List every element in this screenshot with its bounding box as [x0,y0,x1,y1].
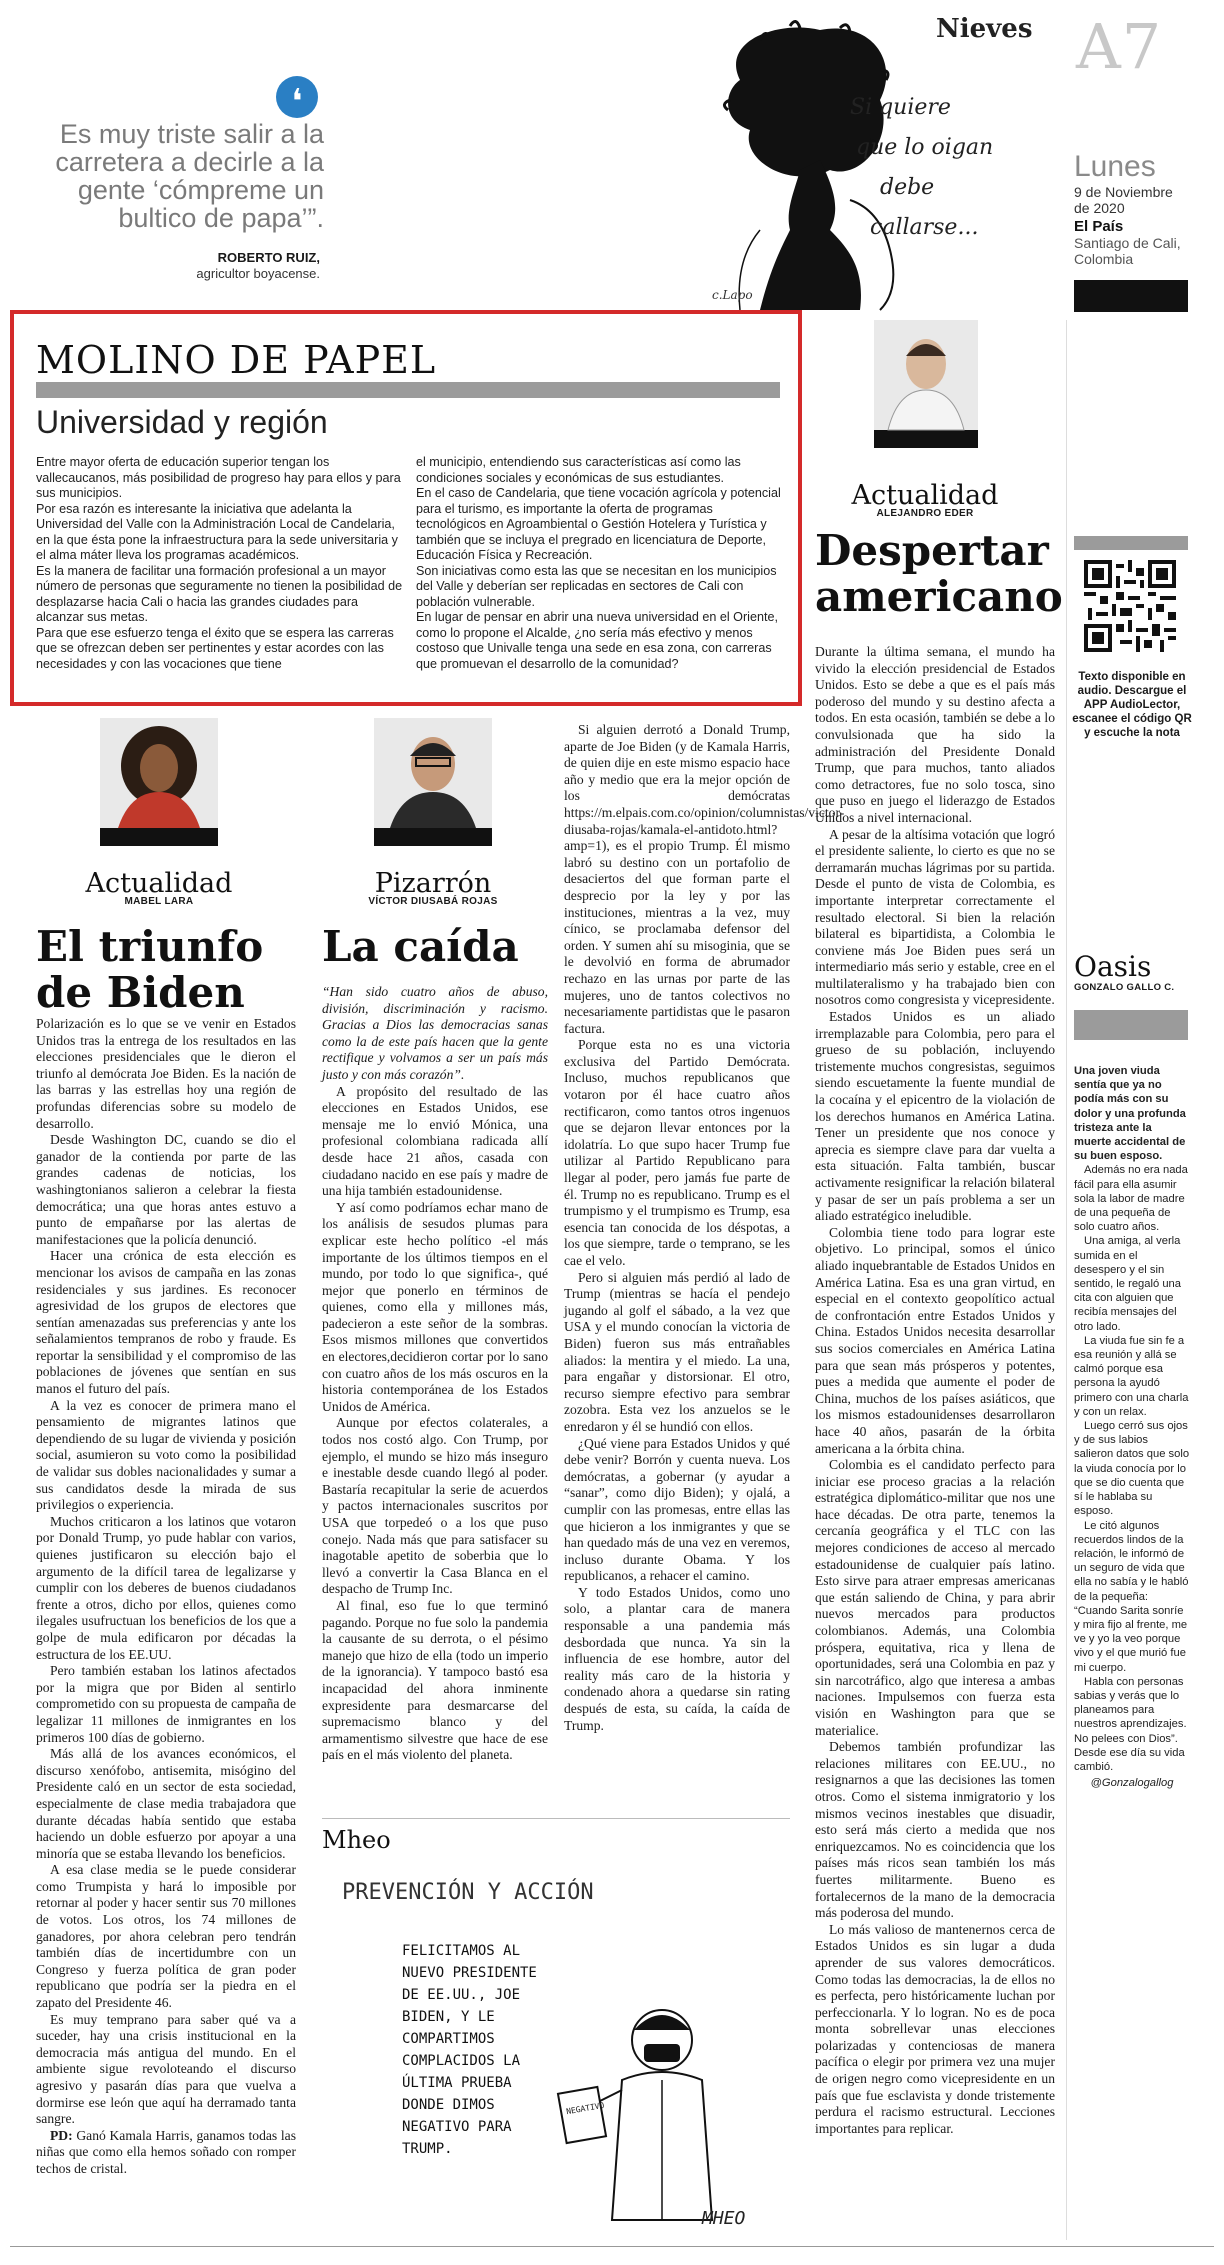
headline-line: de Biden [36,968,245,1017]
author-photo-eder [874,320,978,448]
paragraph: A pesar de la altísima votación que logró el presidente saliente, lo cierto es que no se derramarán muchas lágrimas por su partida. Desde el punto de vista de Colombia, es importante interpretar correctamente el resultado electoral. Si bien la relación bilateral es bipartidista, a Colombia le conviene más Joe Biden pues será un intermediario más serio y estable, cree en el multilateralismo y ha trabajado bien con nosotros como congresista y vicepresidente. [815,826,1055,1008]
portrait-illustration [874,320,978,430]
qr-code-icon[interactable] [1084,560,1176,652]
caption-line: Si quiere [850,95,951,120]
molino-section-title: MOLINO DE PAPEL [36,338,437,382]
headline-line: americano [815,572,1063,621]
paragraph: A propósito del resultado de las elecciones en Estados Unidos, ese mensaje me lo envió Mónica, una profesional colombiana radicada allí desde hace 21 años, casada con ciudadano nacido en ese país y madre de una hija también estadounidense. [322,1083,548,1199]
cartoon-title: PREVENCIÓN Y ACCIÓN [342,1880,594,1905]
paragraph: Debemos también profundizar las relaciones militares con EE.UU., no resignarnos a que las decisiones las tomen otros. Como el sistema inmigratorio y los mismos vecinos inestables que disuadir, esto será más cierto a medida que nos enriquezcamos. No es coincidencia que los países más ricos sean también los más fuertes militarmente. Bueno es fortalecernos de la mano de la democracia más poderosa del mundo. [815,1739,1055,1921]
paragraph: En lugar de pensar en abrir una nueva universidad en el Oriente, como lo propone el Alcalde, ¿no sería más efectivo y menos costoso que Univalle tenga una sede en esa zona, con carreras que promuevan el desarrollo de la comunidad? [416,610,778,671]
rojas-lead: “Han sido cuatro años de abuso, división, discriminación y racismo. Gracias a Dios las democracias sanas como la de este país hacen que la gente rectifique y volvamos a ser un país más justo y con más corazón”. [322,984,548,1082]
paragraph: Lo más valioso de mantenernos cerca de Estados Unidos es sin lugar a duda aprender de sus valores democráticos. Como todas las democracias, la de ellos no es perfecta, pero históricamente luchan por perfeccionarla. Y lo logran. No es de poca monta sobrellevar unas elecciones polarizadas y contenciosas de manera pacífica o elegir por primera vez una mujer de origen negro como vicepresidente en un país que fue esclavista y donde tristemente perdura el racismo estructural. Lecciones importantes para replicar. [815,1921,1055,2136]
page-number: A7 [1076,10,1163,83]
date-block [1074,150,1214,267]
paragraph: Estados Unidos es un aliado irremplazable para Colombia, pero para el grueso de su población, incluyendo tristemente muchos congresistas, seguimos siendo escuetamente la fuente mundial de la cocaína y el epicentro de la violación de los derechos humanos en América Latina. Tener un presidente que nos conoce y aprecia es siempre clave para dar vuelta a esta situación. Falta también, buscar activamente resignificar la relación bilateral y pasar de ser un país problema a ser un aliado estratégico ineludible. [815,1009,1055,1224]
author-photo-lara [100,718,218,846]
caption-line: callarse... [870,215,979,240]
paragraph: Es la manera de facilitar una formación profesional a un mayor número de personas que seguramente no tienen la posibilidad de desplazarse hacia Cali o hacia las grandes ciudades para alcanzar sus metas. [36,563,403,624]
bubble-line: DE EE.UU., JOE [402,1987,521,2003]
top-cartoon [700,20,1060,310]
paragraph: el municipio, entendiendo sus características así como las condiciones sociales y económicas de sus estudiantes. [416,455,741,485]
paragraph: Además no era nada fácil para ella asumir sola la labor de madre de una pequeña de solo cuatro años. [1074,1164,1188,1234]
caption-line: que lo oigan [856,135,994,160]
bubble-line: DONDE DIMOS [402,2097,495,2113]
paragraph: Le citó algunos recuerdos lindos de la relación, le informó de un seguro de vida que ella no sabía y le habló de la pequeña: “Cuando Sarita sonríe y mira fijo al frente, me ve y yo la veo porque vivo y el que murió fue mi cuerpo. [1074,1519,1189,1674]
paragraph: Durante la última semana, el mundo ha vivido la elección presidencial de Estados Unidos. Esto se debe a que es el país más poderoso del mundo y su destino afecta a todos. En esta ocasión, también se debe a lo convulsionada que ha sido la administración del Presidente Donald Trump, que para muchos, tanto aliados como detractores, fue no solo tosca, sino que puso en juego el liderazgo de Estados Unidos a nivel internacional. [815,644,1055,825]
bubble-line: FELICITAMOS AL [402,1943,521,1959]
paragraph: Entre mayor oferta de educación superior tengan los vallecaucanos, más posibilidad de progreso hay para ellos y para sus municipios. [36,455,401,500]
paragraph: Habla con personas sabias y verás que lo planeamos para nuestros aprendizajes. No pelees con Dios”. Desde ese día su vida cambió. [1074,1675,1187,1773]
eder-author-label: ALEJANDRO EDER [876,508,974,519]
audio-note: Texto disponible en audio. Descargue el APP AudioLector, escanee el código QR y escuche la nota [1072,671,1192,739]
paragraph: Una amiga, al verla sumida en el desespero y el sin sentido, le regaló una cita con alguien que recibía mensajes del otro lado. [1074,1235,1181,1333]
paragraph: Aunque por efectos colaterales, a todos nos costó algo. Con Trump, por ejemplo, el mundo se hizo más inseguro e inestable desde cuando llegó al poder. Bastaría recapitular la serie de acuerdos y pactos internacionales suscritos por USA que torpedeó o a los que puso conejo. Nada más que para satisfacer su inagotable apetito de soberbia que lo llevó a convertir la Casa Blanca en el despacho de Trump Inc. [322,1415,548,1597]
rojas-section-label: Pizarrón [374,868,492,899]
paragraph: Porque esta no es una victoria exclusiva del Partido Demócrata. Incluso, muchos republicanos que votaron por él hace cuatro años rectificaron, como tantos otros ingenuos que se dejaron llevar entonces por la idolatría. Lo que supo hacer Trump fue utilizar al Partido Republicano para llegar al poder, pero jamás fue parte de él. Trump no es republicano. Trump es el trumpismo y el trumpismo es Trump, esa esencia tan conocida de los déspotas, a los que siempre, tarde o temprano, se les cae el velo. [564,1037,790,1268]
author-photo-rojas [374,718,492,846]
day-label: Lunes [1074,150,1156,183]
rojas-author-label: VÍCTOR DIUSABÁ ROJAS [368,896,498,907]
mheo-divider [322,1818,790,1819]
quote-bubble-icon: ❛ [276,76,318,118]
headline-line: Despertar [815,526,1049,575]
paragraph: Es muy temprano para saber qué va a suceder, hay una crisis institucional en la democracia más antigua del mundo. En el ambiente sigue revoloteando el discurso agresivo y pasarán días para que vuelva a dormirse ese león que aquí ha derramado tanta sangre. [36,2011,296,2127]
quote-author-role: agricultor boyacense. [196,266,320,281]
molino-grey-bar [36,382,780,398]
paragraph: Colombia es el candidato perfecto para iniciar ese proceso gracias a la relación estratégica diplomático-militar que nos une hace décadas. De otra parte, tenemos la cercanía geográfica y el TLC con las mejores condiciones de acceso al mercado estadounidense de cualquier país latino. Esto sirve para atraer empresas americanas que están saliendo de China, y para abrir nuevos mercados para productos colombianos. Además, una Colombia próspera, equitativa, rica y llena de oportunidades, será una Colombia en paz y sin narcotráfico, algo que interesa a ambas naciones. Impulsemos con fuerza esta visión en Washington para que se materialice. [815,1457,1055,1738]
bubble-line: TRUMP. [402,2141,453,2157]
mheo-cartoon [322,1860,792,2240]
paragraph: Colombia tiene todo para lograr este objetivo. Lo principal, somos el único aliado inquebrantable de Estados Unidos en América Latina. Esa es una gran virtud, en especial en el contexto geopolítico actual de confrontación entre Estados Unidos y China. Estados Unidos necesita desarrollar sus socios comerciales en América Latina para que sean más prósperos y potentes, pues a medida que aumente el poder de China, muchos de los países asiáticos, que los mismos estadounidenses desarrollaron hace 40 años, pasarán de la órbita americana a la órbita china. [815,1224,1055,1456]
paragraph: Para que ese esfuerzo tenga el éxito que se espera las carreras que se ofrezcan deben ser pertinentes y estar acordes con las necesidades y con las vocaciones que tiene [36,625,394,671]
date-label: 9 de Noviembre de 2020 [1074,184,1173,216]
paragraph: Al final, eso fue lo que terminó pagando. Porque no fue solo la pandemia la causante de su derrota, o el pésimo manejo que hizo de ella (todo un imperio de la ignorancia). Y tampoco bastó esa incapacidad del ahora inminente expresidente para desmarcarse del supremacismo blanco y del armamentismo silvestre que hace de ese país en el más violento del planeta. [322,1597,548,1763]
section-name: Nieves [936,14,1033,44]
paragraph: Y así como podríamos echar mano de los análisis de sesudos plumas para explicar este hecho político -el más importante de los últimos tiempos en el mundo, por todo lo que significa-, qué mejor que ponerlo en términos de quienes, como ella y millones más, padecieron a este señor de la sombras. Esos mismos millones que convertidos en electores,decidieron cortar por lo sano con cuatro años de los más oscuros en la historia contemporánea de los Estados Unidos de América. [322,1199,548,1414]
column-rule [1066,320,1067,2240]
paragraph: Desde Washington DC, cuando se dio el ganador de la contienda por parte de las grandes cadenas de noticias, los washingtonianos salieron a celebrar la fiesta democrática; una que horas antes estuvo a punto de empañarse por las alertas de manifestaciones que la policía denunció. [36,1132,296,1247]
city-label: Santiago de Cali, Colombia [1074,235,1181,267]
portrait-illustration [374,718,492,828]
oasis-lead: Una joven viuda sentía que ya no podía más con su dolor y una profunda tristeza ante la muerte accidental de su buen esposo. [1074,1065,1186,1163]
caption-line: debe [880,175,935,200]
eder-body [815,644,1055,2238]
bubble-line: ÚLTIMA PRUEBA [402,2075,512,2091]
bubble-line: BIDEN, Y LE [402,2009,495,2025]
oasis-body [1074,1064,1190,1790]
bottom-rule [10,2246,1214,2247]
paragraph: Luego cerró sus ojos y de sus labios salieron datos que solo la viuda conocía por lo que se dio cuenta que sí le hablaba su esposo. [1074,1420,1190,1518]
paragraph: Más allá de los avances económicos, el discurso xenófobo, antisemita, misógino del Presidente caló en un sector de esta sociedad, especialmente de clase media trabajadora que durante décadas había sentido que estaba haciendo un doble esfuerzo por apoyar a una minoría que se estaba llevando los beneficios. [36,1746,296,1861]
paragraph [36,2128,296,2178]
bubble-line: NEGATIVO PARA [402,2119,512,2135]
molino-col-1 [36,455,404,672]
header-black-bar [1074,280,1188,312]
paragraph: Polarización es lo que se ve venir en Estados Unidos tras la entrega de los resultados en las elecciones presidenciales que le dieron el triunfo al demócrata Joe Biden. Es la nación de las barras y las estrellas hoy una región de profundas diferencias sobre su modelo de desarrollo. [36,1016,296,1131]
bubble-line: COMPARTIMOS [402,2031,495,2047]
eder-headline [815,528,1063,620]
paragraph: Hacer una crónica de esta elección es mencionar los avisos de campaña en las zonas residenciales y sus jardines. Es reconocer agresividad de los grupos de electores que sentían amenazadas sus preferencias y ante los señalamientos tempranos de robo y fraude. Es reportar la sensibilidad y el compromiso de las poblaciones de jóvenes que sentían en sus manos el futuro del país. [36,1248,296,1397]
lara-author-label: MABEL LARA [124,896,194,907]
cartoon-signature: c.Lapo [712,288,753,302]
paragraph: Pero si alguien más perdió al lado de Trump (mientras se hacía el pendejo jugando al golf el sábado, a la vez que USA y el mundo conocían la victoria de Biden) fueron sus más entrañables aliados: la mentira y el miedo. La una, para engañar y distorsionar. El otro, recurso siempre efectivo para sembrar zozobra. Esta vez los anzuelos se le enredaron y él se hundió con ellos. [564,1269,790,1434]
molino-headline: Universidad y región [36,404,328,440]
ps-label: PD: [50,2127,73,2143]
molino-col-2 [416,455,782,672]
bubble-line: NUEVO PRESIDENTE [402,1965,537,1981]
oasis-handle[interactable]: @Gonzalogallog [1090,1777,1174,1790]
paragraph: La viuda fue sin fe a esa reunión y allá se calmó porque esa persona la ayudó primero con una charla y con un relax. [1074,1334,1189,1418]
oasis-section-label: Oasis [1074,950,1152,983]
cartoon-sign-text: NEGATIVO [565,2100,606,2117]
lara-body [36,1016,296,2228]
rojas-body-col-1 [322,984,548,1850]
paragraph: A esa clase media se le puede considerar como Trumpista y hará lo imposible por retornar al poder y hacer sentir sus 70 millones de votos. Los otros, los 74 millones de ganadores, por ahora celebran pero tendrán también días de incertidumbre con un Congreso y fuerza política de gran poder republicano que podría ser la piedra en el zapato del Presidente 46. [36,1862,296,2011]
bubble-line: COMPLACIDOS LA [402,2053,521,2069]
quote-text: Es muy triste salir a la carretera a decirle a la gente ‘cómpreme un bultico de papa’”. [55,119,324,233]
portrait-illustration [100,718,218,828]
cartoon-signature: MHEO [702,2208,746,2229]
quote-author: ROBERTO RUIZ, [217,250,320,265]
paragraph: A la vez es conocer de primera mano el pensamiento de migrantes latinos que dependiendo de su lugar de vivienda y posición social, asumieron su voto como la posibilidad de validar sus dobles nacionalidades y sumar a sus candidatos desde la mirada de sus privilegios o experiencia. [36,1397,296,1513]
paragraph: Si alguien derrotó a Donald Trump, aparte de Joe Biden (y de Kamala Harris, de quien dije en este mismo espacio hace año y medio que era la mejor opción de los demócratas https://m.elpais.com.co/opinion/columnistas/victor-diusaba-rojas/kamala-el-antidoto.html?amp=1), es el propio Trump. Él mismo labró su destino con un portafolio de desaciertos del que forman parte el desprecio por la ley y por las instituciones, mientras a la vez, muy cínico, se proclamaba defensor del orden. Y sumen ahí su misoginia, que se le devolvió en forma de abrumador rechazo en las urnas por parte de las mujeres, uno de tantos colectivos no necesariamente partidistas que le pasaron factura. [564,722,845,1036]
rojas-headline: La caída [322,922,519,971]
paragraph: Son iniciativas como esta las que se necesitan en los municipios del Valle y deberían ser replicadas en sectores de Cali con población vulnerable. [416,563,777,609]
oasis-author-label: GONZALO GALLO C. [1074,982,1175,993]
mheo-section-label: Mheo [322,1826,391,1854]
newspaper-label: El País [1074,218,1124,235]
rojas-body-col-2 [564,722,845,1850]
oasis-grey-bar [1074,1010,1188,1040]
paragraph: Pero también estaban los latinos afectados por la migra que por Biden al sentirlo comprometido con su propuesta de campaña de legalizar 11 millones de inmigrantes en los primeros 100 días de gobierno. [36,1663,296,1745]
paragraph: Muchos criticaron a los latinos que votaron por Donald Trump, yo pude hablar con varios, quienes justificaron su elección bajo el argumento de la difícil tarea de legalizarse y cumplir con los deberes de buenos ciudadanos frente a otros, dicho por ellos, quienes como ilegales usufructuan los beneficios de los que a golpe de mula edificaron por décadas la estructura de los EE.UU. [36,1513,296,1662]
lara-section-label: Actualidad [85,868,233,899]
paragraph: En el caso de Candelaria, que tiene vocación agrícola y potencial para el turismo, es importante la oferta de programas tecnológicos en Agroambiental o Gestión Hotelera y Turística y también que se incluya el pregrado en licenciatura de Deporte, Educación Física y Recreación. [416,486,781,562]
lara-headline [36,924,263,1016]
cartoon-caption [840,88,1060,248]
headline-line: El triunfo [36,922,264,971]
paragraph: Y todo Estados Unidos, como uno solo, a plantar cara de manera responsable a una pandemia más desbordada que nunca. Ya sin la influencia de ese hombre, autor del reality más caro de la historia y condenado ahora a quedarse sin rating después de esta, su caída, la caída de Trump. [564,1584,790,1733]
eder-section-label: Actualidad [851,480,999,511]
ps-text: Ganó Kamala Harris, ganamos todas las niñas que como ella hemos soñado con romper techos de cristal. [36,2127,296,2176]
sidebar-grey-bar-top [1074,536,1188,550]
paragraph: ¿Qué viene para Estados Unidos y qué debe venir? Borrón y cuenta nueva. Los demócratas, a gobernar (y ayudar a “sanar”, como dijo Biden); y ojalá, a cumplir con las promesas, entre ellas las que hicieron a los inmigrantes y que se han quedado más de una vez en veremos, incluso durante Obama. Y los republicanos, a rehacer el camino. [564,1435,790,1584]
paragraph: Por esa razón es interesante la iniciativa que adelanta la Universidad del Valle con la Administración Local de Candelaria, en la que ésta pone la infraestructura para la sede universitaria y el alma máter lleva los programas académicos. [36,501,398,562]
